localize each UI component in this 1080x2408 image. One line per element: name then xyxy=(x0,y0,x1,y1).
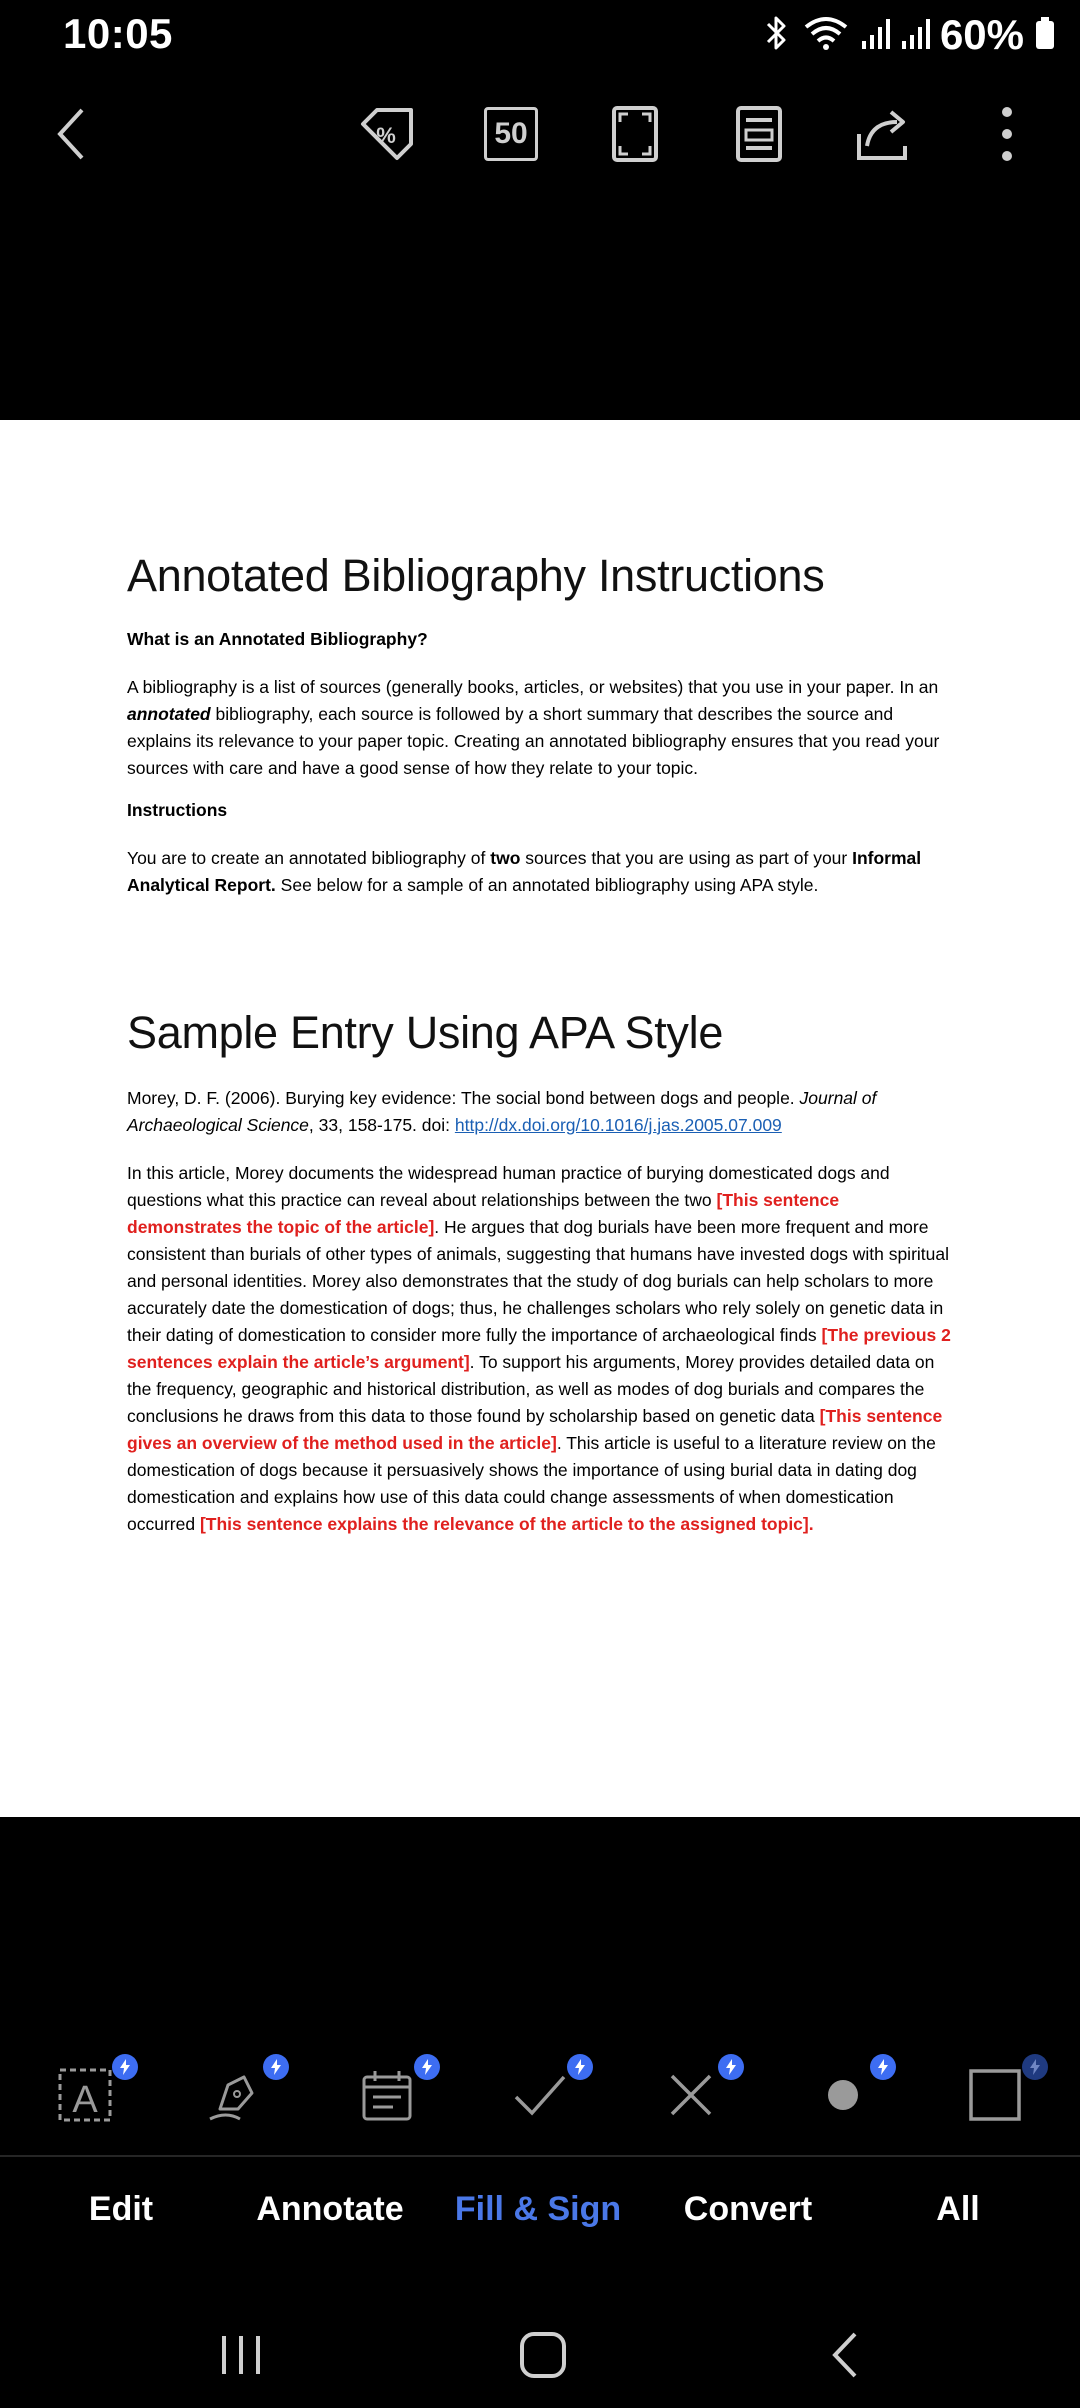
rectangle-tool[interactable] xyxy=(960,2060,1030,2130)
wifi-icon xyxy=(802,13,850,58)
recents-button[interactable] xyxy=(206,2320,276,2390)
recents-icon xyxy=(216,2330,266,2380)
bottom-tabs xyxy=(0,2180,1080,2250)
top-toolbar xyxy=(0,88,1080,178)
reference-entry: Morey, D. F. (2006). Burying key evidence: The social bond between dogs and people. Journal of Archaeological Science, 33, 158-175. doi: http://dx.doi.org/10.1016/j.jas.2005.07.009 xyxy=(127,1088,877,1135)
tab-edit[interactable]: Edit xyxy=(88,2190,154,2228)
signal-icon xyxy=(900,13,930,58)
ai-badge-icon xyxy=(718,2054,744,2080)
dot-tool[interactable] xyxy=(808,2060,878,2130)
section-heading-instructions: Instructions xyxy=(127,800,228,820)
battery-percent: 60% xyxy=(939,11,1024,58)
divider xyxy=(0,2155,1080,2157)
doi-link[interactable]: http://dx.doi.org/10.1016/j.jas.2005.07.009 xyxy=(454,1115,782,1135)
signature-tool[interactable] xyxy=(201,2060,271,2130)
svg-text:%: % xyxy=(376,123,396,148)
tab-convert[interactable]: Convert xyxy=(683,2190,813,2228)
reading-mode-button[interactable] xyxy=(727,102,791,166)
more-options-button[interactable] xyxy=(975,102,1039,166)
discount-tag-icon xyxy=(355,102,419,166)
fullscreen-button[interactable] xyxy=(603,102,667,166)
fullscreen-icon xyxy=(610,104,660,164)
text-field-icon xyxy=(57,2067,113,2123)
battery-icon xyxy=(1034,13,1056,58)
back-icon xyxy=(52,106,92,162)
ai-badge-icon xyxy=(1022,2054,1048,2080)
share-icon xyxy=(853,104,913,164)
ai-badge-icon xyxy=(414,2054,440,2080)
section-heading: What is an Annotated Bibliography? xyxy=(127,629,428,649)
page-number-button[interactable] xyxy=(479,102,543,166)
paragraph-instructions: You are to create an annotated bibliography of two sources that you are using as part of your Informal Analytical Report. See below for a sample of an annotated bibliography using APA style. xyxy=(127,848,922,895)
checkmark-tool[interactable] xyxy=(505,2060,575,2130)
document-title: Annotated Bibliography Instructions xyxy=(127,550,825,601)
signature-pen-icon xyxy=(206,2065,266,2125)
ai-badge-icon xyxy=(112,2054,138,2080)
status-icons xyxy=(762,8,1056,62)
home-button[interactable] xyxy=(508,2320,578,2390)
date-tool[interactable] xyxy=(352,2060,422,2130)
back-button[interactable] xyxy=(40,102,104,166)
bluetooth-icon xyxy=(762,13,792,58)
page-number-label: 50 xyxy=(494,117,528,150)
add-text-tool[interactable] xyxy=(50,2060,120,2130)
nav-back-icon xyxy=(825,2330,865,2380)
tab-fill-sign[interactable]: Fill & Sign xyxy=(454,2190,622,2228)
annotation-paragraph: In this article, Morey documents the widespread human practice of burying domesticated dogs and questions what this practice can reveal about relationships between the two [This sentence demonstrates the topic of the article]. He argues that dog burials have been more frequent and more consistent than burials of other types of animals, suggesting that humans have invested dogs with spiritual and personal identities. Morey also demonstrates that the study of dog burials can help scholars to more accurately date the domestication of dogs; thus, he challenges scholars who rely solely on genetic data in their dating of domestication to consider more fully the importance of archaeological finds [The previous 2 sentences explain the article’s argument]. To support his arguments, Morey provides detailed data on the frequency, geographic and historical distribution, as well as modes of dog burials and compares the conclusions he draws from this data to those found by scholarship based on genetic data [This sentence gives an overview of the method used in the article]. This article is useful to a literature review on the domestication of dogs because it persuasively shows the importance of using burial data in dating dog domestication and explains how use of this data could change assessments of when domestication occurred [This sentence explains the relevance of the article to the assigned topic]. xyxy=(127,1163,951,1534)
rectangle-icon xyxy=(967,2067,1023,2123)
ai-badge-icon xyxy=(870,2054,896,2080)
paragraph-definition: A bibliography is a list of sources (generally books, articles, or websites) that you use in your paper. In an annotated bibliography, each source is followed by a short summary that describes the source and explains its relevance to your paper topic. Creating an annotated bibliography ensures that you read your sources with care and have a good sense of how they relate to your topic. xyxy=(127,677,940,778)
tab-annotate[interactable]: Annotate xyxy=(256,2190,404,2228)
calendar-date-icon xyxy=(359,2067,415,2123)
fill-sign-tools xyxy=(0,2040,1080,2150)
more-icon xyxy=(997,104,1017,164)
sample-entry-title: Sample Entry Using APA Style xyxy=(127,1007,724,1058)
cross-tool[interactable] xyxy=(656,2060,726,2130)
discount-tag-button[interactable] xyxy=(355,102,419,166)
checkmark-icon xyxy=(512,2067,568,2123)
ai-badge-icon xyxy=(263,2054,289,2080)
svg-text:A: A xyxy=(72,2079,98,2121)
nav-back-button[interactable] xyxy=(810,2320,880,2390)
dot-icon xyxy=(823,2075,863,2115)
system-nav-bar xyxy=(0,2300,1080,2408)
pdf-page[interactable] xyxy=(0,420,1080,1817)
reading-mode-icon xyxy=(734,104,784,164)
tab-all[interactable]: All xyxy=(936,2190,980,2228)
status-time: 10:05 xyxy=(63,10,173,57)
home-icon xyxy=(518,2330,568,2380)
share-button[interactable] xyxy=(851,102,915,166)
cross-mark-icon xyxy=(666,2070,716,2120)
page-number-icon xyxy=(484,107,538,161)
ai-badge-icon xyxy=(567,2054,593,2080)
status-bar xyxy=(0,0,1080,72)
signal-icon xyxy=(860,13,890,58)
